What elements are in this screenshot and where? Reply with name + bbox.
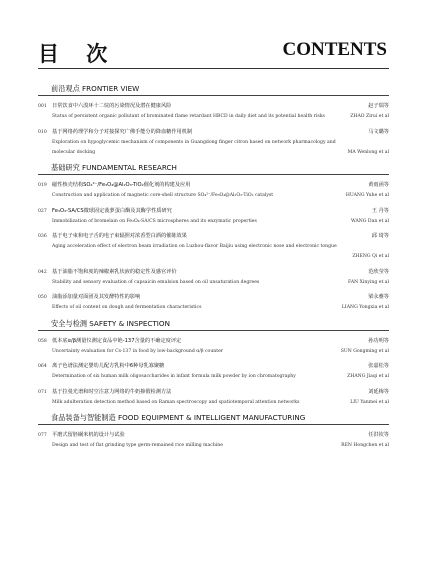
article-title-en[interactable]: Effects of oil content on dough and fermentation characteristics: [52, 305, 202, 310]
toc-entry[interactable]: [38, 361, 389, 382]
toc-entry[interactable]: [38, 387, 389, 408]
page-number: 010: [38, 129, 47, 135]
author-en: REN Hongchen et al: [341, 443, 389, 448]
article-title-cn[interactable]: 低本底α/β测量仪测定食品中铯-137含量的不确定度评定: [52, 337, 182, 344]
article-title-cn[interactable]: 平磨式留胚碾米机的设计与试验: [52, 432, 125, 438]
section-title: 食品装备与智能制造 FOOD EQUIPMENT & INTELLIGENT MANUFACTURING: [51, 413, 306, 422]
page-number: 019: [38, 183, 47, 188]
article-title-en[interactable]: Stability and sensory evaluation of capsaicin emulsion based on oil unsaturation degrees: [52, 279, 260, 285]
page-number: 042: [38, 269, 47, 275]
author-en: ZHENG Qi et al: [352, 254, 389, 259]
article-title-cn[interactable]: 油脂添加量对面团及其发酵特性的影响: [52, 294, 141, 300]
article-title-cn[interactable]: 基于电子束和电子舌的电子束辐照对浓香型白酒的催陈效果: [52, 233, 187, 239]
article-title-cn[interactable]: 离子色谱法测定婴幼儿配方乳粉中6种母乳寡聚糖: [52, 363, 165, 369]
toc-entry[interactable]: [38, 127, 389, 158]
article-title-cn[interactable]: 基于油脂不饱和度的辣椒素乳状液的稳定性及感官评价: [52, 268, 177, 275]
section-food-equipment: [38, 412, 389, 451]
toc-title-en: CONTENTS: [282, 39, 387, 60]
article-title-cn[interactable]: Fe₃O₄-SA/CS微球固定菠萝蛋白酶及其酶学性质研究: [52, 207, 172, 214]
page-number: 050: [38, 295, 47, 300]
toc-entry[interactable]: [38, 206, 389, 227]
author-en: ZHANG Jiaqi et al: [347, 374, 389, 379]
section-frontier-view: [38, 83, 389, 158]
page-number: 058: [38, 338, 47, 344]
section-rule: [38, 95, 389, 96]
article-title-en[interactable]: Exploration on hypoglycemic mechanism of components in Guangdong finger citron based on network pharmacology and: [52, 139, 336, 145]
section-title: 安全与检测 SAFETY & INSPECTION: [51, 318, 170, 328]
author-en: SUN Gongming et al: [340, 348, 389, 354]
author-en: FAN Xinying et al: [348, 279, 389, 285]
article-title-cn[interactable]: 基于网络药理学和分子对接探究广佛手能分的降血糖作用机制: [52, 128, 193, 135]
page-number: 027: [38, 208, 47, 214]
author-en: MA Wenlong et al: [347, 149, 389, 155]
article-title-cn[interactable]: 日常饮食中六溴环十二烷的污染情况及潜在健康风险: [52, 103, 172, 109]
author-cn: 赵子瑞等: [368, 103, 389, 109]
page-number: 064: [38, 364, 47, 369]
author-cn: 马文璐等: [368, 128, 389, 135]
author-en: ZHAO Zirui et al: [350, 114, 389, 119]
article-title-en[interactable]: Uncertainty evaluation for Cs-137 in food by low-background α/β counter: [52, 348, 223, 354]
author-en: HUANG Yuhe et al: [345, 193, 389, 198]
article-title-cn[interactable]: 基于拉曼光谱和时空注意力网络的牛奶掺假检测方法: [52, 388, 172, 395]
author-cn: 刘延梅等: [368, 388, 389, 395]
toc-title-cn: 目 次: [38, 42, 118, 66]
toc-body: [38, 83, 389, 456]
page-number: 036: [38, 234, 47, 239]
author-cn: 孙功明等: [368, 337, 389, 344]
toc-entry[interactable]: [38, 231, 389, 262]
author-en: LIU Yanmei et al: [350, 399, 389, 405]
author-cn: 黄雨函等: [368, 182, 389, 188]
toc-entry[interactable]: [38, 430, 389, 451]
author-cn: 范欣莹等: [368, 268, 389, 275]
article-title-en-cont[interactable]: molecular docking: [52, 149, 96, 155]
article-title-en[interactable]: Status of persistent organic pollutant of brominated flame retardant HBCD in daily diet and its potential health risks: [52, 114, 325, 119]
article-title-en[interactable]: Immobilization of bromelain on Fe₃O₄-SA/CS microspheres and its enzymatic properties: [52, 218, 257, 224]
section-fundamental-research: [38, 162, 389, 313]
author-cn: 任洪钦等: [368, 432, 389, 438]
article-title-en[interactable]: Milk adulteration detection method based on Raman spectroscopy and spatiotemporal attention networks: [52, 399, 300, 405]
author-cn: 梁永雅等: [368, 294, 389, 300]
section-safety-inspection: [38, 318, 389, 408]
toc-entry[interactable]: [38, 336, 389, 357]
article-title-en[interactable]: Aging acceleration effect of electron beam irradiation on Luzhou-flavor Baijiu using electronic nose and electronic tongue: [52, 244, 337, 249]
toc-entry[interactable]: [38, 101, 389, 122]
page-number: 071: [38, 389, 47, 395]
section-rule: [38, 424, 389, 425]
page-number: 001: [38, 104, 47, 109]
article-title-en[interactable]: Construction and application of magnetic core-shell structure SO₄²⁻/Fe₃O₄@Al₂O₃-TiO₂ catalyst: [52, 193, 274, 198]
author-cn: 邱 琦等: [371, 233, 389, 239]
page-number: 077: [38, 433, 47, 438]
author-en: WANG Dan et al: [350, 218, 389, 224]
section-title: 前沿观点 FRONTIER VIEW: [51, 84, 140, 93]
toc-entry[interactable]: [38, 292, 389, 313]
header-rule: [38, 68, 389, 69]
author-cn: 王 丹等: [371, 207, 389, 214]
article-title-en[interactable]: Design and test of flat grinding type germ-remained rice milling machine: [52, 443, 223, 448]
article-title-cn[interactable]: 磁性核壳结构SO₄²⁻/Fe₃O₄@Al₂O₃-TiO₂催化剂的构建及应用: [52, 182, 191, 188]
toc-entry[interactable]: [38, 180, 389, 201]
section-rule: [38, 174, 389, 175]
author-en: LIANG Yongxia et al: [341, 305, 389, 310]
toc-entry[interactable]: [38, 267, 389, 288]
author-cn: 张嘉松等: [368, 363, 389, 369]
section-title: 基础研究 FUNDAMENTAL RESEARCH: [51, 163, 177, 172]
article-title-en[interactable]: Determination of six human milk oligosaccharides in infant formula milk powder by ion chromatography: [52, 374, 296, 379]
section-rule: [38, 330, 389, 331]
